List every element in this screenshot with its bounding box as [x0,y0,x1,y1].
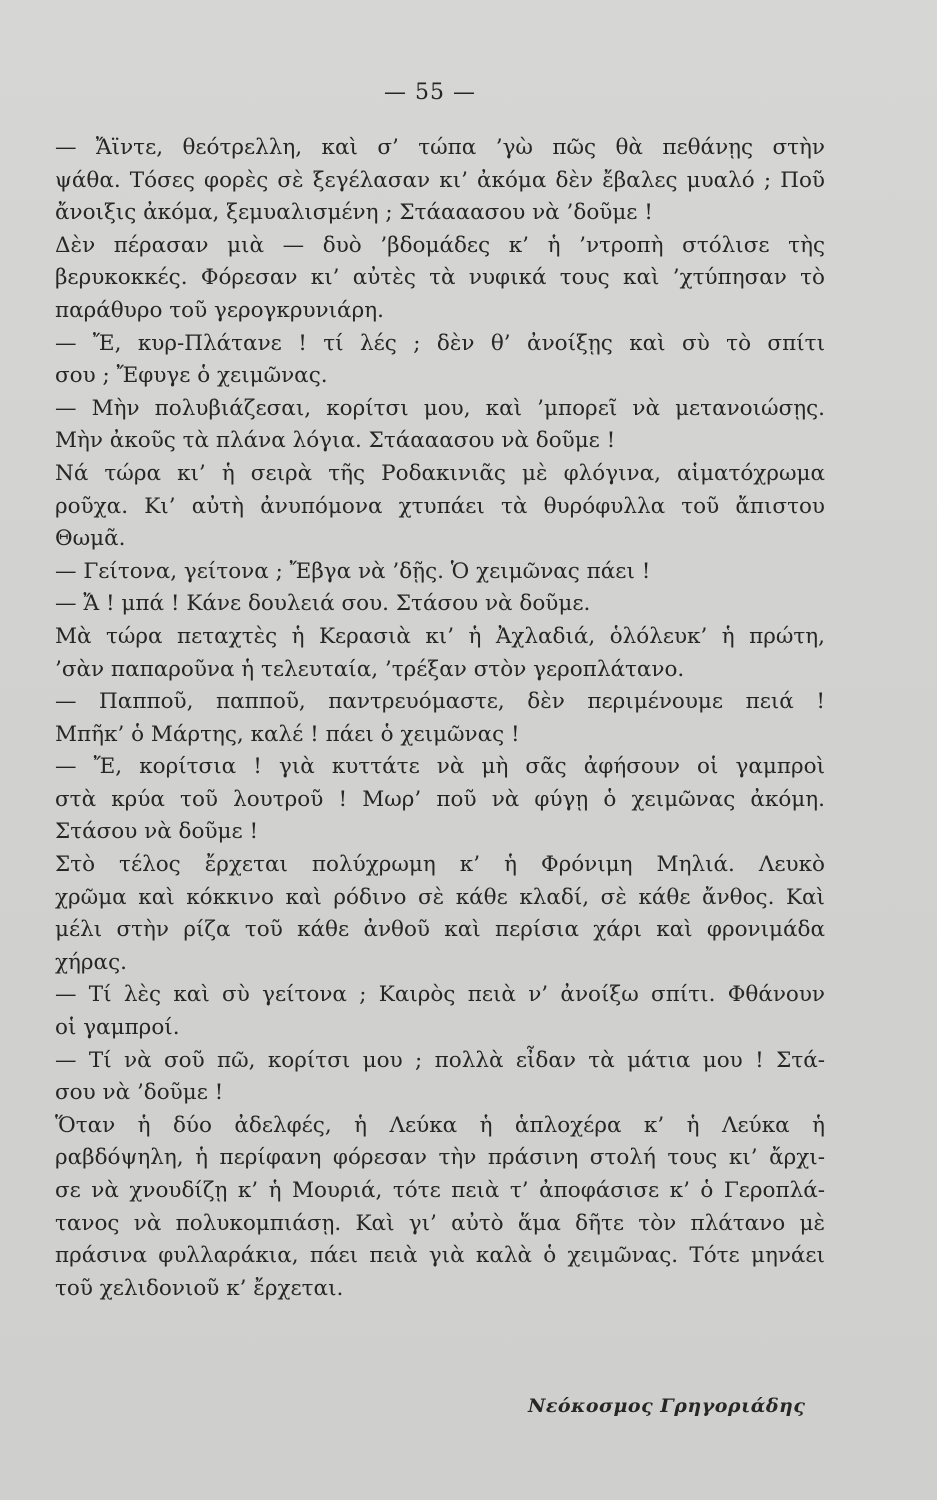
text-line: Στάσου νὰ δοῦμε ! [55,819,259,845]
text-line: χρῶμα καὶ κόκκινο καὶ ρόδινο σὲ κάθε κλαδί, σὲ κάθε ἄνθος. Καὶ [55,884,825,910]
text-line: τοῦ χελιδονιοῦ κ’ ἔρχεται. [55,1275,344,1301]
text-line: Θωμᾶ. [55,526,126,552]
text-line: ’σὰν παπαροῦνα ἡ τελευταία, ’τρέξαν στὸν γεροπλάτανο. [55,656,685,682]
text-line: μέλι στὴν ρίζα τοῦ κάθε ἀνθοῦ καὶ περίσια χάρι καὶ φρονιμάδα [55,917,825,943]
text-line: — Τί λὲς καὶ σὺ γείτονα ; Καιρὸς πειὰ ν’ ἀνοίξω σπίτι. Φθάνουν [55,982,825,1008]
text-line: Ὅταν ἡ δύο ἀδελφές, ἡ Λεύκα ἡ ἁπλοχέρα κ’ ἡ Λεύκα ἡ [55,1112,825,1138]
text-line: Μπῆκ’ ὁ Μάρτης, καλέ ! πάει ὁ χειμῶνας ! [55,721,520,747]
text-line: ψάθα. Τόσες φορὲς σὲ ξεγέλασαν κι’ ἀκόμα δὲν ἔβαλες μυαλό ; Ποῦ [55,167,825,193]
text-line: — Μὴν πολυβιάζεσαι, κορίτσι μου, καὶ ’μπορεῖ νὰ μετανοιώσῃς. [55,395,825,421]
text-line: σου ; Ἔφυγε ὁ χειμῶνας. [55,363,328,389]
text-line: — Ἄ ! μπά ! Κάνε δουλειά σου. Στάσου νὰ δοῦμε. [55,591,591,617]
text-line: σου νὰ ’δοῦμε ! [55,1080,224,1106]
text-line: — Παπποῦ, παπποῦ, παντρευόμαστε, δὲν περιμένουμε πειά ! [55,689,825,715]
text-line: χήρας. [55,949,127,975]
text-line: στὰ κρύα τοῦ λουτροῦ ! Μωρ’ ποῦ νὰ φύγῃ ὁ χειμῶνας ἀκόμη. [55,786,825,812]
text-line: — Γείτονα, γείτονα ; Ἔβγα νὰ ’δῇς. Ὁ χειμῶνας πάει ! [55,558,651,584]
text-line: Μὴν ἀκοῦς τὰ πλάνα λόγια. Στάααασου νὰ δοῦμε ! [55,428,616,454]
text-line: ραβδόψηλη, ἡ περίφανη φόρεσαν τὴν πράσινη στολή τους κι’ ἄρχι- [55,1145,825,1171]
text-line: — Ἔ, κορίτσια ! γιὰ κυττάτε νὰ μὴ σᾶς ἀφήσουν οἱ γαμπροὶ [55,754,825,780]
text-line: βερυκοκκές. Φόρεσαν κι’ αὐτὲς τὰ νυφικά τους καὶ ’χτύπησαν τὸ [55,265,825,291]
text-line: τανος νὰ πολυκομπιάσῃ. Καὶ γι’ αὐτὸ ἅμα δῆτε τὸν πλάτανο μὲ [55,1210,825,1236]
text-line: ἄνοιξις ἀκόμα, ξεμυαλισμένη ; Στάααασου νὰ ’δοῦμε ! [55,200,653,226]
text-line: ροῦχα. Κι’ αὐτὴ ἀνυπόμονα χτυπάει τὰ θυρόφυλλα τοῦ ἄπιστου [55,493,825,519]
text-line: σε νὰ χνουδίζῃ κ’ ἡ Μουριά, τότε πειὰ τ’ ἀποφάσισε κ’ ὁ Γεροπλά- [55,1178,825,1203]
text-line: Δὲν πέρασαν μιὰ — δυὸ ’βδομάδες κ’ ἡ ’ντροπὴ στόλισε τὴς [55,232,825,258]
text-line: Μὰ τώρα πεταχτὲς ἡ Κερασιὰ κι’ ἡ Ἀχλαδιά, ὁλόλευκ’ ἡ πρώτη, [55,623,825,649]
text-line: — Ἄϊντε, θεότρελλη, καὶ σ’ τώπα ’γὼ πῶς θὰ πεθάνῃς στὴν [55,135,825,160]
text-line: — Ἔ, κυρ-Πλάτανε ! τί λές ; δὲν θ’ ἀνοίξῃς καὶ σὺ τὸ σπίτι [55,330,825,356]
text-line: Στὸ τέλος ἔρχεται πολύχρωμη κ’ ἡ Φρόνιμη Μηλιά. Λευκὸ [55,852,825,878]
text-line: πράσινα φυλλαράκια, πάει πειὰ γιὰ καλὰ ὁ χειμῶνας. Τότε μηνάει [55,1243,825,1269]
author-signature: Νεόκοσμος Γρηγοριάδης [528,1395,806,1417]
text-line: οἱ γαμπροί. [55,1015,180,1041]
text-line: παράθυρο τοῦ γερογκρυνιάρη. [55,297,384,323]
page-number: — 55 — [384,80,476,105]
body-text [55,132,825,1305]
text-line: — Τί νὰ σοῦ πῶ, κορίτσι μου ; πολλὰ εἶδαν τὰ μάτια μου ! Στά- [55,1047,825,1073]
text-line: Νά τώρα κι’ ἡ σειρὰ τῆς Ροδακινιᾶς μὲ φλόγινα, αἱματόχρωμα [55,460,825,486]
